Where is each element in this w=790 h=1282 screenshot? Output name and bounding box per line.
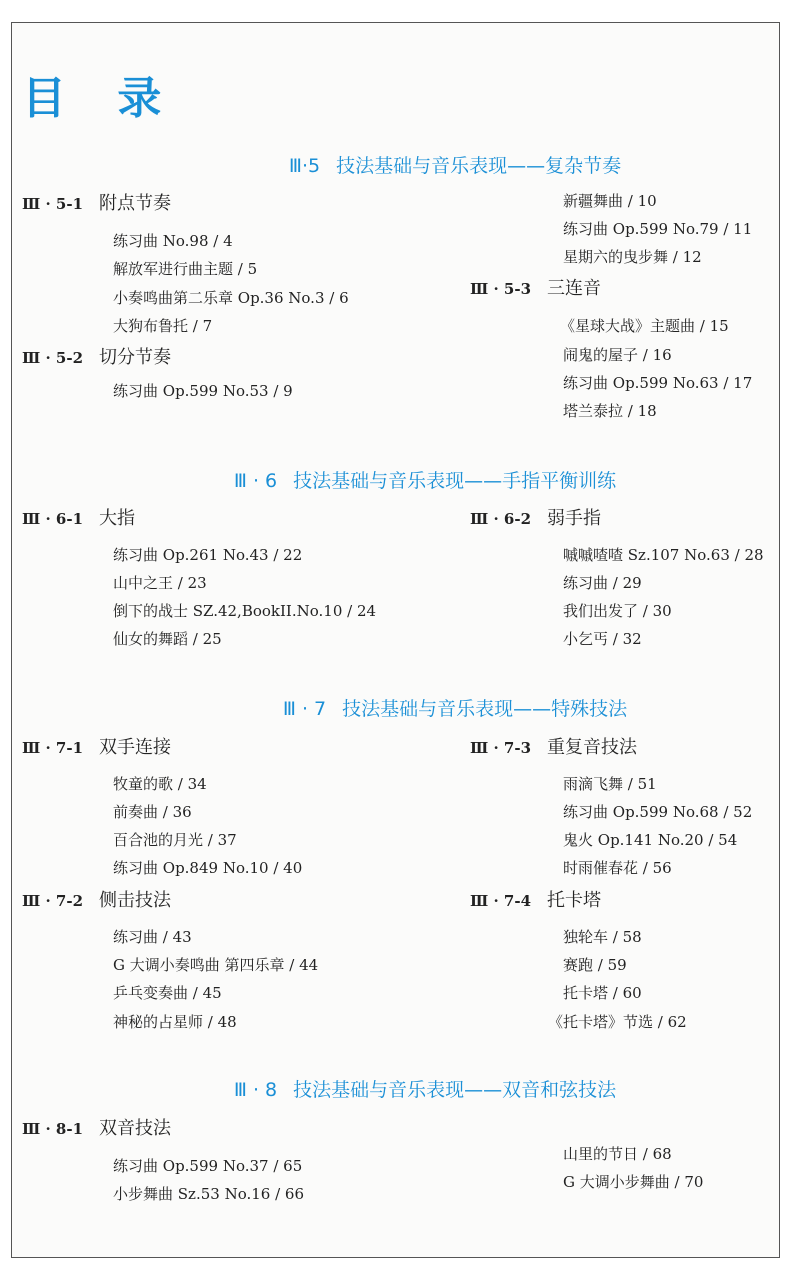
section-number: Ⅲ · 7 — [282, 698, 327, 720]
subsection-name: 侧击技法 — [99, 890, 172, 911]
subsection-code: Ⅲ · 6-2 — [470, 510, 532, 528]
toc-entry[interactable]: 星期六的曳步舞 / 12 — [563, 248, 702, 266]
page-title: 目 录 — [22, 73, 180, 124]
subsection-7-3 — [470, 733, 637, 759]
section-title: 技法基础与音乐表现——复杂节奏 — [336, 155, 622, 177]
subsection-5-2 — [22, 343, 171, 369]
subsection-7-4 — [470, 886, 601, 912]
toc-entry[interactable]: 新疆舞曲 / 10 — [563, 192, 657, 210]
subsection-8-1 — [22, 1114, 171, 1140]
toc-entry[interactable]: 时雨催春花 / 56 — [563, 859, 672, 877]
section-title: 技法基础与音乐表现——特殊技法 — [342, 698, 628, 720]
subsection-code: Ⅲ · 5-3 — [470, 280, 532, 298]
toc-entry[interactable]: 倒下的战士 SZ.42,BookII.No.10 / 24 — [113, 602, 377, 620]
subsection-name: 重复音技法 — [547, 737, 638, 758]
toc-entry[interactable]: 大狗布鲁托 / 7 — [113, 317, 213, 335]
toc-entry[interactable]: 《托卡塔》节选 / 62 — [548, 1013, 687, 1031]
toc-entry[interactable]: 山中之王 / 23 — [113, 574, 207, 592]
toc-entry[interactable]: 小奏鸣曲第二乐章 Op.36 No.3 / 6 — [113, 289, 349, 307]
subsection-code: Ⅲ · 7-3 — [470, 739, 532, 757]
toc-entry[interactable]: 托卡塔 / 60 — [563, 984, 642, 1002]
toc-entry[interactable]: 赛跑 / 59 — [563, 956, 627, 974]
toc-entry[interactable]: 小步舞曲 Sz.53 No.16 / 66 — [113, 1185, 304, 1203]
subsection-7-2 — [22, 886, 171, 912]
toc-entry[interactable]: 鬼火 Op.141 No.20 / 54 — [563, 831, 738, 849]
toc-entry[interactable]: 解放军进行曲主题 / 5 — [113, 260, 258, 278]
subsection-code: Ⅲ · 5-1 — [22, 195, 84, 213]
toc-entry[interactable]: 练习曲 / 43 — [113, 928, 192, 946]
toc-entry[interactable]: 《星球大战》主题曲 / 15 — [560, 317, 729, 335]
subsection-code: Ⅲ · 7-1 — [22, 739, 84, 757]
section-title: 技法基础与音乐表现——手指平衡训练 — [293, 470, 617, 492]
subsection-5-3 — [470, 274, 601, 300]
toc-entry[interactable]: 塔兰泰拉 / 18 — [563, 402, 657, 420]
subsection-5-1 — [22, 189, 171, 215]
subsection-name: 大指 — [99, 508, 136, 529]
subsection-name: 三连音 — [547, 278, 602, 299]
subsection-6-2 — [470, 504, 601, 530]
subsection-name: 弱手指 — [547, 508, 602, 529]
section-header-7 — [0, 694, 790, 721]
toc-entry[interactable]: 乒乓变奏曲 / 45 — [113, 984, 222, 1002]
toc-entry[interactable]: 练习曲 Op.599 No.53 / 9 — [113, 382, 293, 400]
subsection-name: 托卡塔 — [547, 890, 602, 911]
toc-entry[interactable]: 前奏曲 / 36 — [113, 803, 192, 821]
section-title: 技法基础与音乐表现——双音和弦技法 — [293, 1079, 617, 1101]
toc-entry[interactable]: 百合池的月光 / 37 — [113, 831, 237, 849]
subsection-code: Ⅲ · 5-2 — [22, 349, 84, 367]
toc-entry[interactable]: G 大调小奏鸣曲 第四乐章 / 44 — [113, 956, 319, 974]
subsection-name: 双手连接 — [99, 737, 172, 758]
toc-entry[interactable]: 独轮车 / 58 — [563, 928, 642, 946]
toc-entry[interactable]: 练习曲 Op.599 No.37 / 65 — [113, 1157, 303, 1175]
toc-entry[interactable]: 嘁嘁喳喳 Sz.107 No.63 / 28 — [563, 546, 764, 564]
subsection-code: Ⅲ · 7-2 — [22, 892, 84, 910]
toc-entry[interactable]: 练习曲 No.98 / 4 — [113, 232, 233, 250]
toc-entry[interactable]: 闹鬼的屋子 / 16 — [563, 346, 672, 364]
subsection-code: Ⅲ · 8-1 — [22, 1120, 84, 1138]
toc-entry[interactable]: 练习曲 Op.261 No.43 / 22 — [113, 546, 303, 564]
toc-entry[interactable]: 练习曲 Op.849 No.10 / 40 — [113, 859, 303, 877]
toc-entry[interactable]: 仙女的舞蹈 / 25 — [113, 630, 222, 648]
section-number: Ⅲ · 8 — [233, 1079, 278, 1101]
subsection-name: 切分节奏 — [99, 347, 172, 368]
section-number: Ⅲ · 6 — [233, 470, 278, 492]
toc-entry[interactable]: 小乞丐 / 32 — [563, 630, 642, 648]
toc-entry[interactable]: 我们出发了 / 30 — [563, 602, 672, 620]
subsection-name: 附点节奏 — [99, 193, 172, 214]
toc-entry[interactable]: 牧童的歌 / 34 — [113, 775, 207, 793]
toc-entry[interactable]: 雨滴飞舞 / 51 — [563, 775, 657, 793]
subsection-name: 双音技法 — [99, 1118, 172, 1139]
toc-entry[interactable]: 神秘的占星师 / 48 — [113, 1013, 237, 1031]
toc-entry[interactable]: 练习曲 / 29 — [563, 574, 642, 592]
toc-entry[interactable]: 练习曲 Op.599 No.63 / 17 — [563, 374, 753, 392]
section-header-5 — [0, 151, 790, 178]
toc-entry[interactable]: 练习曲 Op.599 No.68 / 52 — [563, 803, 753, 821]
subsection-7-1 — [22, 733, 171, 759]
subsection-code: Ⅲ · 7-4 — [470, 892, 532, 910]
toc-entry[interactable]: 山里的节日 / 68 — [563, 1145, 672, 1163]
section-header-8 — [0, 1075, 790, 1102]
toc-entry[interactable]: G 大调小步舞曲 / 70 — [563, 1173, 704, 1191]
subsection-6-1 — [22, 504, 135, 530]
section-header-6 — [0, 466, 790, 493]
section-number: Ⅲ·5 — [288, 155, 321, 177]
subsection-code: Ⅲ · 6-1 — [22, 510, 84, 528]
toc-entry[interactable]: 练习曲 Op.599 No.79 / 11 — [563, 220, 753, 238]
